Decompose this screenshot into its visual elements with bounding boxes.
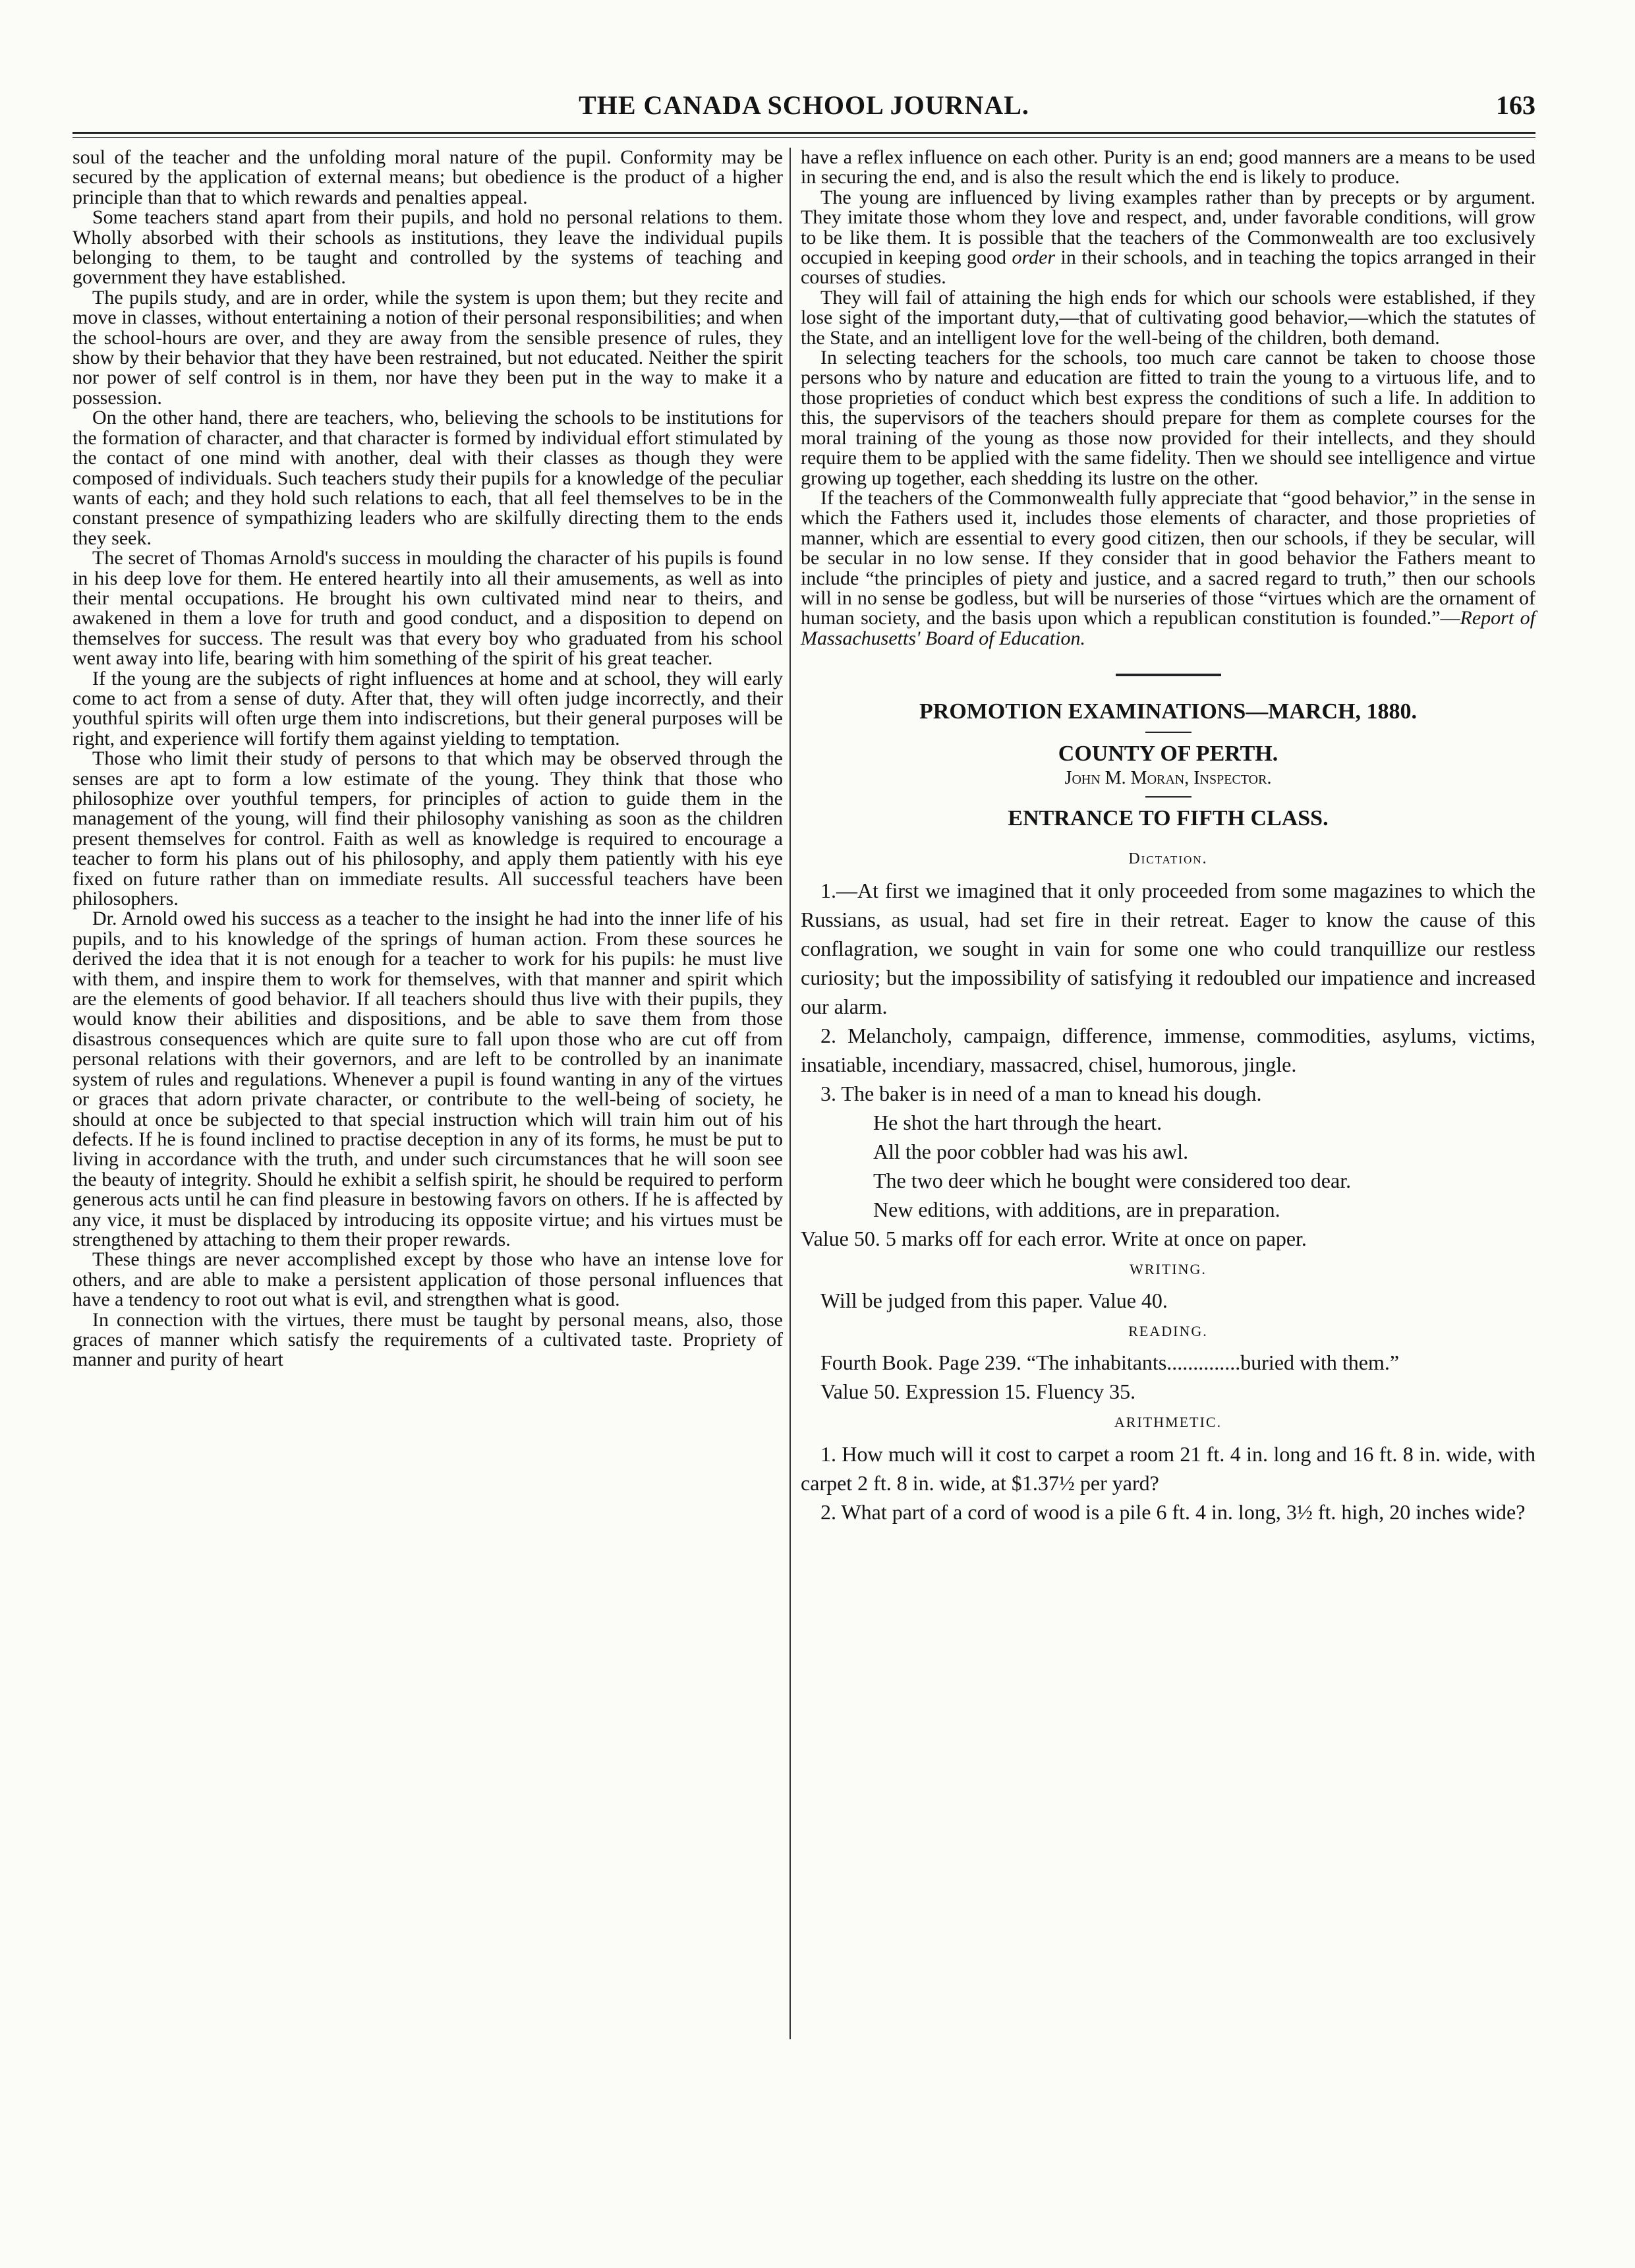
writing-heading: WRITING. [1130,1260,1207,1277]
dictation-sentence: The two deer which he bought were considered too dear. [873,1168,1352,1192]
dictation-sentence: New editions, with additions, are in preparation. [873,1197,1280,1221]
reading-text: Fourth Book. Page 239. “The inhabitants..............buried with them.” [820,1351,1400,1375]
paragraph: In selecting teachers for the schools, too much care cannot be taken to choose those persons who by nature and education are fitted to train the young to a virtuous life, and to those proprieties of conduct which best express the conditions of such a life. In addition to this, the supervisors of the teachers should prepare for them as complete courses for the moral training of the young as those now provided for their intellects, and they should require them to be applied with the same fidelity. Then we should see intelligence and virtue growing up together, each shedding its lustre on the other. [801,347,1535,489]
dictation-heading: Dictation. [1128,850,1208,868]
paragraph [801,488,1535,649]
header-rule-thin [72,137,1535,138]
paragraph [801,188,1535,288]
running-title: THE CANADA SCHOOL JOURNAL. [579,90,1029,120]
inspector-line: John M. Moran, Inspector. [1064,768,1272,789]
paragraph: They will fail of attaining the high ends for which our schools were established, if they lose sight of the important duty,—that of cultivating good behavior,—which the statutes of the State, and an intelligent love for the well-being of the children, both demand. [801,286,1535,349]
emphasis-order: order [1012,247,1056,269]
writing-text: Will be judged from this paper. Value 40. [820,1288,1168,1312]
class-title: ENTRANCE TO FIFTH CLASS. [1008,806,1329,831]
page-header [72,90,1535,129]
paragraph: These things are never accomplished except by those who have an intense love for others, and are able to make a persistent application of those personal influences that have a tendency to root out what is evil, and strengthen what is good. [72,1248,783,1311]
dictation-sentence: He shot the hart through the heart. [873,1110,1162,1134]
arithmetic-question: 1. How much will it cost to carpet a room 21 ft. 4 in. long and 16 ft. 8 in. wide, with carpet 2 ft. 8 in. wide, at $1.37½ per yard? [801,1441,1535,1495]
report-citation: Report of Massachusetts' Board of Education. [801,607,1535,649]
dictation-sentence: 3. The baker is in need of a man to knead his dough. [820,1081,1262,1105]
paragraph: On the other hand, there are teachers, who, believing the schools to be institutions for the formation of character, and that character is formed by individual effort stimulated by the contact of one mind with another, deal with their classes as though they were composed of individuals. Such teachers study their pupils for a knowledge of the peculiar wants of each; and they hold such relations to each, that all feel themselves to be in the constant presence of sympathizing leaders who are skilfully directing them to the ends they seek. [72,407,783,549]
dictation-value: Value 50. 5 marks off for each error. Write at once on paper. [801,1226,1307,1250]
county-title: COUNTY OF PERTH. [1058,741,1278,767]
paragraph: Some teachers stand apart from their pupils, and hold no personal relations to them. Wholly absorbed with their schools as institutions, they leave the individual pupils belonging to them, to be taught and controlled by the systems of teaching and government they have established. [72,206,783,289]
paragraph: In connection with the virtues, there must be taught by personal means, also, those graces of manner which satisfy the requirements of a cultivated taste. Propriety of manner and purity of heart [72,1308,783,1371]
reading-body [801,1348,1535,1406]
page-number: 163 [1496,90,1535,120]
paragraph: soul of the teacher and the unfolding moral nature of the pupil. Conformity may be secured by the application of external means; but obedience is the product of a higher principle than that to which rewards and penalties appeal. [72,146,783,208]
section-rule [1116,674,1221,676]
header-rule [72,132,1535,134]
right-column [801,148,1535,1527]
divider-rule [1145,796,1191,798]
paragraph: have a reflex influence on each other. Purity is an end; good manners are a means to be used in securing the end, and is also the result which the end is likely to produce. [801,146,1535,189]
dictation-passage: 1.—At first we imagined that it only proceeded from some magazines to which the Russians, as usual, had set fire in their retreat. Eager to know the cause of this conflagration, we sought in vain for some one who could tranquillize our restless curiosity; but the impossibility of satisfying it redoubled our impatience and increased our alarm. [801,878,1535,1018]
left-column [72,148,783,1370]
paragraph: Those who limit their study of persons to that which may be observed through the senses are apt to form a low estimate of the young. They think that those who philosophize over youthful tempers, for principles of action to guide them in the management of the young, will find their philosophy vanishing as soon as the children present themselves for control. Faith as well as knowledge is required to encourage a teacher to form his plans out of his philosophy, and apply them patiently with his eye fixed on future rather than on immediate results. All successful teachers have been philosophers. [72,747,783,910]
paragraph: Dr. Arnold owed his success as a teacher to the insight he had into the inner life of his pupils, and to his knowledge of the springs of human action. From these sources he derived the idea that it is not enough for a teacher to work for his pupils: he must live with them, and inspire them to work for themselves, with that manner and spirit which are the elements of good behavior. If all teachers should thus live with their pupils, they would know their abilities and dispositions, and be able to save them from those disastrous consequences which are quite sure to fall upon those who are cut off from personal relations with their governors, and are left to be controlled by an inanimate system of rules and regulations. Whenever a pupil is found wanting in any of the virtues or graces that adorn private character, or contribute to the well-being of society, he should at once be subjected to that special instruction which will train him out of his defects. If he is found inclined to practise deception in any of its forms, he must be put to living in accordance with the truth, and under such circumstances that he will soon see the beauty of integrity. Should he exhibit a selfish spirit, he should be required to perform generous acts until he can find pleasure in bestowing favors on others. If he is affected by any vice, it must be displaced by introducing its opposite virtue; and his virtues must be strengthened by attaching to them their proper rewards. [72,908,783,1250]
arithmetic-body [801,1439,1535,1527]
paragraph: If the young are the subjects of right influences at home and at school, they will early come to act from a sense of duty. After that, they will often judge incorrectly, and their youthful spirits will often urge them into indiscretions, but their general purposes will be right, and experience will fortify them against yielding to temptation. [72,667,783,749]
column-divider [789,148,791,2039]
dictation-sentence: All the poor cobbler had was his awl. [873,1139,1189,1163]
reading-heading: READING. [1128,1322,1208,1339]
arithmetic-heading: ARITHMETIC. [1114,1414,1222,1431]
writing-body [801,1286,1535,1315]
dictation-body [801,876,1535,1253]
exam-title: PROMOTION EXAMINATIONS—MARCH, 1880. [919,699,1417,724]
divider-rule [1145,732,1191,733]
dictation-words: 2. Melancholy, campaign, difference, immense, commodities, asylums, victims, insatiable, incendiary, massacred, chisel, humorous, jingle. [801,1023,1535,1076]
exam-section [801,699,1535,1527]
paragraph: The secret of Thomas Arnold's success in moulding the character of his pupils is found in his deep love for them. He entered heartily into all their amusements, as well as into their mental occupations. He brought his own cultivated mind near to theirs, and awakened in them a love for truth and good conduct, and a disposition to depend on themselves for success. The result was that every boy who graduated from his school went away into life, bearing with him something of the spirit of his great teacher. [72,547,783,670]
paragraph-text: in their schools, and in teaching the topics arranged in their courses of studies. [801,247,1535,289]
paragraph: The pupils study, and are in order, while the system is upon them; but they recite and move in classes, without entertaining a notion of their personal responsibilities; and when the school-hours are over, and they are away from the sensible presence of rules, they show by their behavior that they have been restrained, but not educated. Neither the spirit nor power of self control is in them, nor have they been put in the way to make it a possession. [72,286,783,409]
paragraph-text: The young are influenced by living examples rather than by precepts or by argument. They imitate those whom they love and respect, and, under favorable conditions, will grow to be like them. It is possible that the teachers of the Commonwealth are too exclusively occupied in keeping good [801,186,1535,269]
paragraph-text: If the teachers of the Commonwealth fully appreciate that “good behavior,” in the sense in which the Fathers used it, includes those elements of character, and those proprieties of manner, which are essential to every good citizen, then our schools, if they be secular, will be secular in no low sense. If they consider that in good behavior the Fathers meant to include “the principles of piety and justice, and a sacred regard to truth,” then our schools will in no sense be godless, but will be nurseries of those “virtues which are the ornament of human society, and the basis upon which a republican constitution is founded.”— [801,486,1535,629]
reading-value: Value 50. Expression 15. Fluency 35. [820,1380,1136,1404]
arithmetic-question: 2. What part of a cord of wood is a pile 6 ft. 4 in. long, 3½ ft. high, 20 inches wide? [820,1499,1526,1524]
